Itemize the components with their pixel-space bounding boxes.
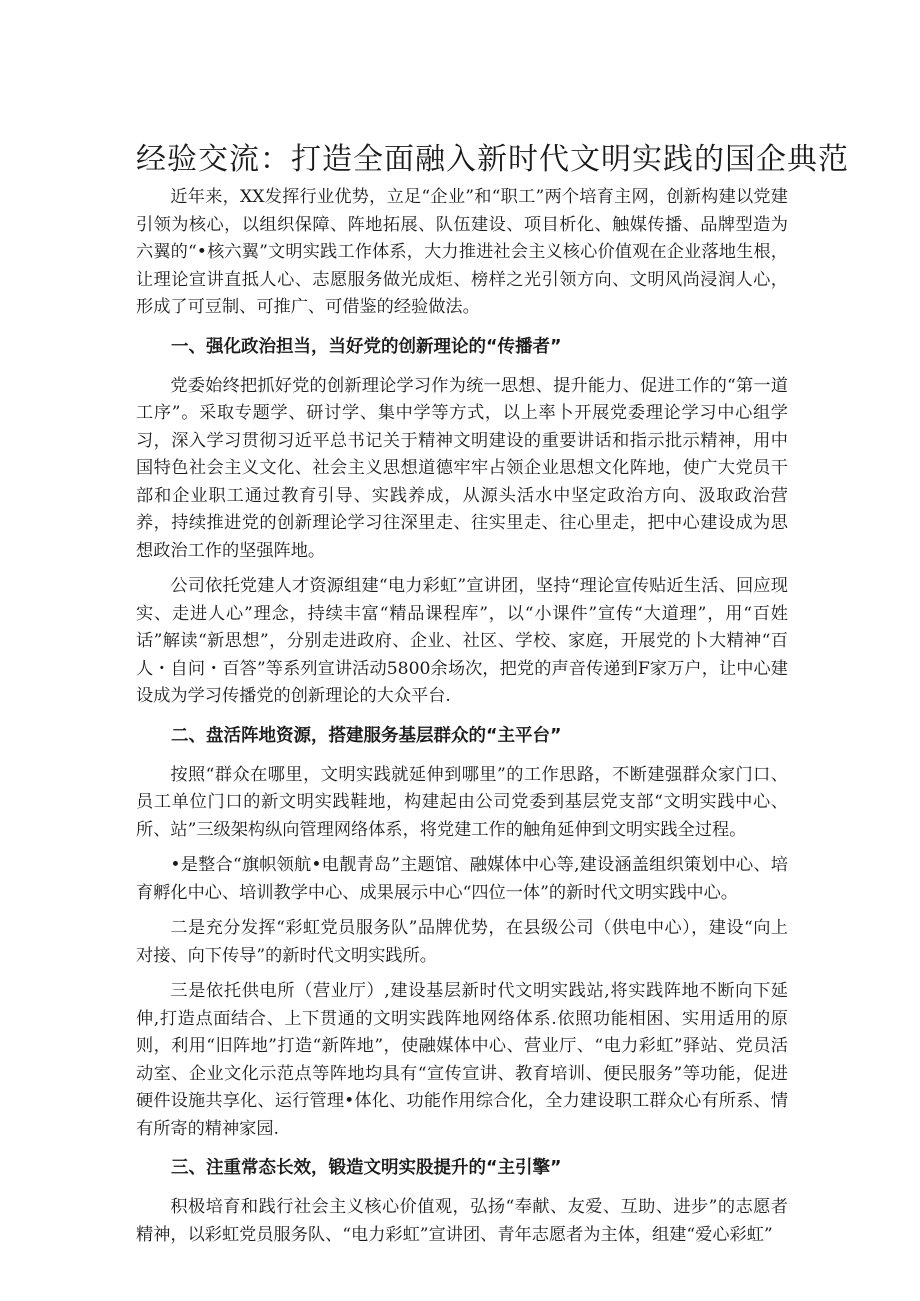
section-heading: 一、强化政治担当，当好党的创新理论的“传播者” — [171, 336, 562, 357]
body-paragraph: 积极培育和践行社会主义核心价值观，弘扬“奉献、友爱、互助、进步”的志愿者精神，以彩虹党员服务队、“电力彩虹”宣讲团、青年志愿者为主体，组建“爱心彩虹” — [136, 1197, 788, 1245]
section-3 — [136, 1155, 788, 1249]
section-1 — [136, 334, 788, 711]
section-2 — [136, 723, 788, 1144]
body-paragraph: •是整合“旗帜领航•电靓青岛”主题馆、融媒体中心等,建设涵盖组织策划中心、培育孵化中心、培训教学中心、成果展示中心“四位一体”的新时代文明实践中心。 — [136, 855, 788, 903]
body-paragraph: 三是依托供电所（营业厅）,建设基层新时代文明实践站,将实践阵地不断向下延伸,打造点面结合、上下贯通的文明实践阵地网络体系.依照功能相困、实用适用的原则，利用“旧阵地”打造“新阵地”，使融媒体中心、营业厅、“电力彩虹”驿站、党员活动室、企业文化示范点等阵地均具有“宣传宣讲、教育培训、便民服务”等功能，促进硬件设施共享化、运行管理•体化、功能作用综合化，全力建设职工群众心有所系、情有所寄的精神家园. — [136, 981, 788, 1139]
intro-paragraph: 近年来，XX发挥行业优势，立足“企业”和“职工”两个培育主网，创新构建以党建引领为核心，以组织保障、阵地拓展、队伍建设、项目析化、触媒传播、品牌型造为六翼的“•核六翼”文明实践工作体系，大力推进社会主义核心价值观在企业落地生根，让理论宣讲直抵人心、志愿服务做光成炬、榜样之光引领方向、文明风尚浸润人心，形成了可豆制、可推广、可借鉴的经验做法。 — [136, 187, 788, 317]
document-title: 经验交流：打造全面融入新时代文明实践的国企典范 — [136, 142, 849, 177]
document-body — [136, 184, 788, 1249]
section-heading: 三、注重常态长效，锻造文明实股提升的“主引擎” — [171, 1158, 562, 1178]
body-paragraph: 按照“群众在哪里，文明实践就延伸到哪里”的工作思路，不断建强群众家门口、员工单位门口的新文明实践鞋地，构建起由公司党委到基层党支部“文明实践中心、所、站”三级架构纵向管理网络体系，将党建工作的触角延伸到文明实践全过程。 — [136, 764, 788, 840]
section-heading: 二、盘活阵地资源，搭建服务基层群众的“主平台” — [171, 725, 562, 746]
body-paragraph: 公司依托党建人才资源组建“电力彩虹”宣讲团，坚持“理论宣传贴近生活、回应现实、走进人心”理念，持续丰富“精品课程库”，以“小课件”宣传“大道理”，用“百姓话”解读“新思想”，分别走进政府、企业、社区、学校、家庭，开展党的卜大精神“百人・自问・百答”等系列宣讲活动5800余场次，把党的声音传递到F家万户，让中心建设成为学习传播党的创新理论的大众平台. — [136, 576, 788, 706]
body-paragraph: 二是充分发挥“彩虹党员服务队”品牌优势，在县级公司（供电中心），建设“向上对接、向下传导”的新时代文明实践所。 — [136, 918, 788, 966]
body-paragraph: 党委始终把抓好党的创新理论学习作为统一思想、提升能力、促进工作的“第一道工序”。采取专题学、研讨学、集中学等方式，以上率卜开展党委理论学习中心组学习，深入学习贯彻习近平总书记关于精神文明建设的重要讲话和指示批示精神，用中国特色社会主义文化、社会主义思想道德牢牢占领企业思想文化阵地，使广大党员干部和企业职工通过教育引导、实践养成，从源头活水中坚定政治方向、汲取政治营养，持续推进党的创新理论学习往深里走、往实里走、往心里走，把中心建设成为思想政治工作的坚强阵地。 — [136, 375, 788, 561]
